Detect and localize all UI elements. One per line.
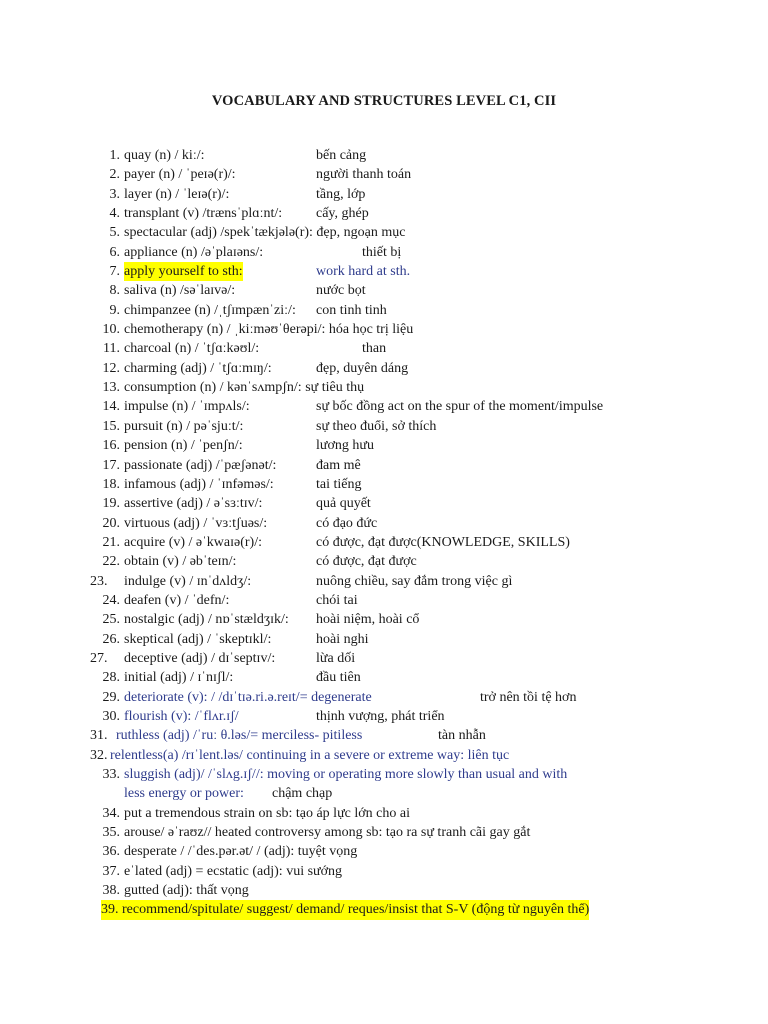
item-number: 15.	[102, 418, 120, 434]
list-item	[0, 146, 768, 165]
item-number: 17.	[102, 457, 120, 473]
item-number: 12.	[102, 360, 120, 376]
item-meaning: hoài niệm, hoài cổ	[316, 612, 420, 628]
item-meaning: trở nên tồi tệ hơn	[480, 689, 577, 705]
list-item	[0, 281, 768, 300]
list-item	[0, 688, 768, 707]
list-item	[0, 185, 768, 204]
item-number: 28.	[102, 670, 120, 686]
item-term: passionate (adj) /ˈpæʃənət/:	[124, 457, 277, 473]
list-item	[0, 475, 768, 494]
item-term-highlighted	[101, 900, 589, 919]
item-meaning: work hard at sth.	[316, 264, 411, 280]
item-meaning: bến cảng	[316, 148, 367, 163]
list-item	[0, 339, 768, 358]
item-term: transplant (v) /trænsˈplɑːnt/:	[124, 206, 283, 222]
item-meaning: chậm chạp	[272, 786, 333, 802]
list-item	[0, 456, 768, 475]
item-number: 30.	[102, 708, 120, 724]
list-item	[0, 436, 768, 455]
item-meaning: sự theo đuổi, sở thích	[316, 418, 437, 434]
item-number: 26.	[102, 631, 120, 647]
list-item	[0, 842, 768, 861]
item-term: deceptive (adj) / dɪˈseptɪv/:	[124, 650, 276, 666]
list-item	[0, 707, 768, 726]
item-number: 4.	[109, 206, 120, 222]
item-number: 35.	[102, 825, 120, 841]
list-item	[0, 378, 768, 397]
item-number: 31.	[90, 728, 108, 744]
item-term: saliva (n) /səˈlaɪvə/:	[124, 283, 236, 299]
list-item	[0, 243, 768, 262]
list-item	[0, 746, 768, 765]
item-number: 39.	[101, 902, 119, 918]
item-term: obtain (v) / əbˈteɪn/:	[124, 554, 237, 570]
list-item	[0, 359, 768, 378]
list-item	[0, 533, 768, 552]
list-item	[0, 494, 768, 513]
list-item	[0, 320, 768, 339]
list-item	[0, 165, 768, 184]
list-item	[0, 668, 768, 687]
list-item-continuation	[0, 784, 768, 803]
item-term: recommend/spitulate/ suggest/ demand/ reques/insist that S-V (động từ nguyên thể)	[122, 902, 590, 918]
item-term: nostalgic (adj) / nɒˈstældʒɪk/:	[124, 612, 289, 628]
item-term: charcoal (n) / ˈtʃɑːkəʊl/:	[124, 341, 260, 357]
item-number: 1.	[109, 148, 120, 163]
item-meaning: nước bọt	[316, 283, 366, 299]
list-item	[0, 726, 768, 745]
item-number: 23.	[90, 573, 108, 589]
item-meaning: thịnh vượng, phát triển	[316, 708, 445, 724]
item-number: 36.	[102, 844, 120, 860]
item-term: pension (n) / ˈpenʃn/:	[124, 438, 243, 454]
item-meaning: nuông chiều, say đắm trong việc gì	[316, 573, 513, 589]
list-item	[0, 514, 768, 533]
item-term-continued: less energy or power:	[124, 786, 244, 802]
item-number: 14.	[102, 399, 120, 415]
list-item	[0, 862, 768, 881]
item-number: 20.	[102, 515, 120, 531]
item-number: 19.	[102, 496, 120, 512]
list-item	[0, 591, 768, 610]
item-term: payer (n) / ˈpeɪə(r)/:	[124, 167, 236, 183]
list-item	[0, 223, 768, 242]
item-term: virtuous (adj) / ˈvɜːtʃuəs/:	[124, 515, 268, 531]
item-number: 34.	[102, 805, 120, 821]
item-meaning: đam mê	[316, 457, 361, 473]
item-term: chemotherapy (n) / ˌkiːməʊˈθerəpi/: hóa học trị liệu	[124, 322, 414, 338]
item-number: 9.	[109, 302, 120, 318]
vocabulary-list	[0, 146, 768, 920]
item-number: 27.	[90, 650, 108, 666]
item-term: skeptical (adj) / ˈskeptɪkl/:	[124, 631, 272, 647]
item-meaning: quả quyết	[316, 496, 371, 512]
item-number: 11.	[103, 341, 120, 357]
item-term-highlighted: apply yourself to sth:	[124, 262, 243, 281]
item-term: chimpanzee (n) /ˌtʃɪmpænˈziː/:	[124, 302, 296, 318]
list-item	[0, 649, 768, 668]
item-term: flourish (v): /ˈflʌr.ɪʃ/	[124, 708, 239, 724]
item-term: charming (adj) / ˈtʃɑːmɪŋ/:	[124, 360, 272, 376]
item-number: 33.	[102, 767, 120, 782]
item-term: initial (adj) / ɪˈnɪʃl/:	[124, 670, 234, 686]
item-term: infamous (adj) / ˈɪnfəməs/:	[124, 476, 274, 492]
item-meaning: lương hưu	[316, 438, 374, 454]
item-meaning: đẹp, duyên dáng	[316, 360, 409, 376]
item-number: 7.	[109, 264, 120, 280]
item-meaning: tai tiếng	[316, 476, 362, 492]
item-number: 6.	[109, 244, 120, 260]
item-meaning: lừa dối	[316, 650, 356, 666]
list-item	[0, 301, 768, 320]
item-term: relentless(a) /rɪˈlent.ləs/ continuing in a severe or extreme way: liên tục	[110, 747, 510, 763]
item-number: 18.	[102, 476, 120, 492]
item-number: 5.	[109, 225, 120, 241]
term-word: ruthless (adj) /ˈruː θ.ləs/= merciless- pitiless	[116, 728, 363, 744]
item-meaning: thiết bị	[362, 244, 402, 260]
list-item	[0, 572, 768, 591]
list-item	[0, 262, 768, 281]
item-term: desperate / /ˈdes.pər.ət/ / (adj): tuyệt vọng	[124, 844, 358, 860]
item-number: 13.	[102, 380, 120, 396]
item-term: deteriorate (v): / /dɪˈtɪə.ri.ə.reɪt/= degenerate	[124, 689, 372, 705]
item-meaning: có được, đạt được	[316, 554, 417, 570]
list-item	[0, 823, 768, 842]
item-term: pursuit (n) / pəˈsjuːt/:	[124, 418, 244, 434]
item-number: 25.	[102, 612, 120, 628]
item-term: eˈlated (adj) = ecstatic (adj): vui sướng	[124, 863, 343, 879]
item-term: layer (n) / ˈleɪə(r)/:	[124, 186, 230, 202]
item-number: 21.	[102, 534, 120, 550]
item-number: 2.	[109, 167, 120, 183]
item-term: gutted (adj): thất vọng	[124, 883, 249, 899]
item-meaning: hoài nghi	[316, 631, 369, 647]
item-meaning: sự bốc đồng act on the spur of the moment/impulse	[316, 399, 604, 415]
item-number: 3.	[109, 186, 120, 202]
item-meaning: đầu tiên	[316, 670, 361, 686]
item-meaning: than	[362, 341, 387, 357]
document-title: VOCABULARY AND STRUCTURES LEVEL C1, CII	[211, 93, 557, 109]
item-term: quay (n) / kiː/:	[124, 148, 205, 163]
item-number: 38.	[102, 883, 120, 899]
item-meaning: cấy, ghép	[316, 206, 369, 222]
item-term: assertive (adj) / əˈsɜːtɪv/:	[124, 496, 263, 512]
item-term: appliance (n) /əˈplaɪəns/:	[124, 244, 264, 260]
list-item	[0, 552, 768, 571]
item-number: 8.	[109, 283, 120, 299]
item-term: put a tremendous strain on sb: tạo áp lực lớn cho ai	[124, 805, 410, 821]
item-number: 16.	[102, 438, 120, 454]
list-item	[0, 804, 768, 823]
item-term: acquire (v) / əˈkwaɪə(r)/:	[124, 534, 262, 550]
list-item	[0, 630, 768, 649]
list-item	[0, 765, 768, 784]
item-meaning: con tinh tinh	[316, 302, 387, 318]
item-meaning: có đạo đức	[316, 515, 378, 531]
item-number: 29.	[102, 689, 120, 705]
item-number: 32.	[90, 747, 108, 763]
item-number: 24.	[102, 592, 120, 608]
item-meaning: tầng, lớp	[316, 186, 366, 202]
list-item	[0, 417, 768, 436]
item-number: 10.	[102, 322, 120, 338]
item-term	[116, 726, 362, 745]
item-term: indulge (v) / ɪnˈdʌldʒ/:	[124, 573, 252, 589]
list-item	[0, 397, 768, 416]
item-number: 37.	[102, 863, 120, 879]
list-item	[0, 881, 768, 900]
item-meaning: có được, đạt được(KNOWLEDGE, SKILLS)	[316, 534, 570, 550]
item-term: spectacular (adj) /spekˈtækjələ(r): đẹp, ngoạn mục	[124, 225, 406, 241]
item-term: impulse (n) / ˈɪmpʌls/:	[124, 399, 250, 415]
list-item	[0, 900, 768, 919]
item-number: 22.	[102, 554, 120, 570]
item-term: arouse/ əˈraʊz// heated controversy among sb: tạo ra sự tranh cãi gay gắt	[124, 825, 531, 841]
item-term: sluggish (adj)/ /ˈslʌg.ɪʃ//: moving or operating more slowly than usual and with	[124, 767, 568, 782]
list-item	[0, 204, 768, 223]
item-meaning: tàn nhẫn	[438, 728, 486, 744]
list-item	[0, 610, 768, 629]
item-meaning: người thanh toán	[316, 167, 412, 183]
item-term: consumption (n) / kənˈsʌmpʃn/: sự tiêu thụ	[124, 380, 365, 396]
item-term: deafen (v) / ˈdefn/:	[124, 592, 230, 608]
item-meaning: chói tai	[316, 592, 358, 608]
